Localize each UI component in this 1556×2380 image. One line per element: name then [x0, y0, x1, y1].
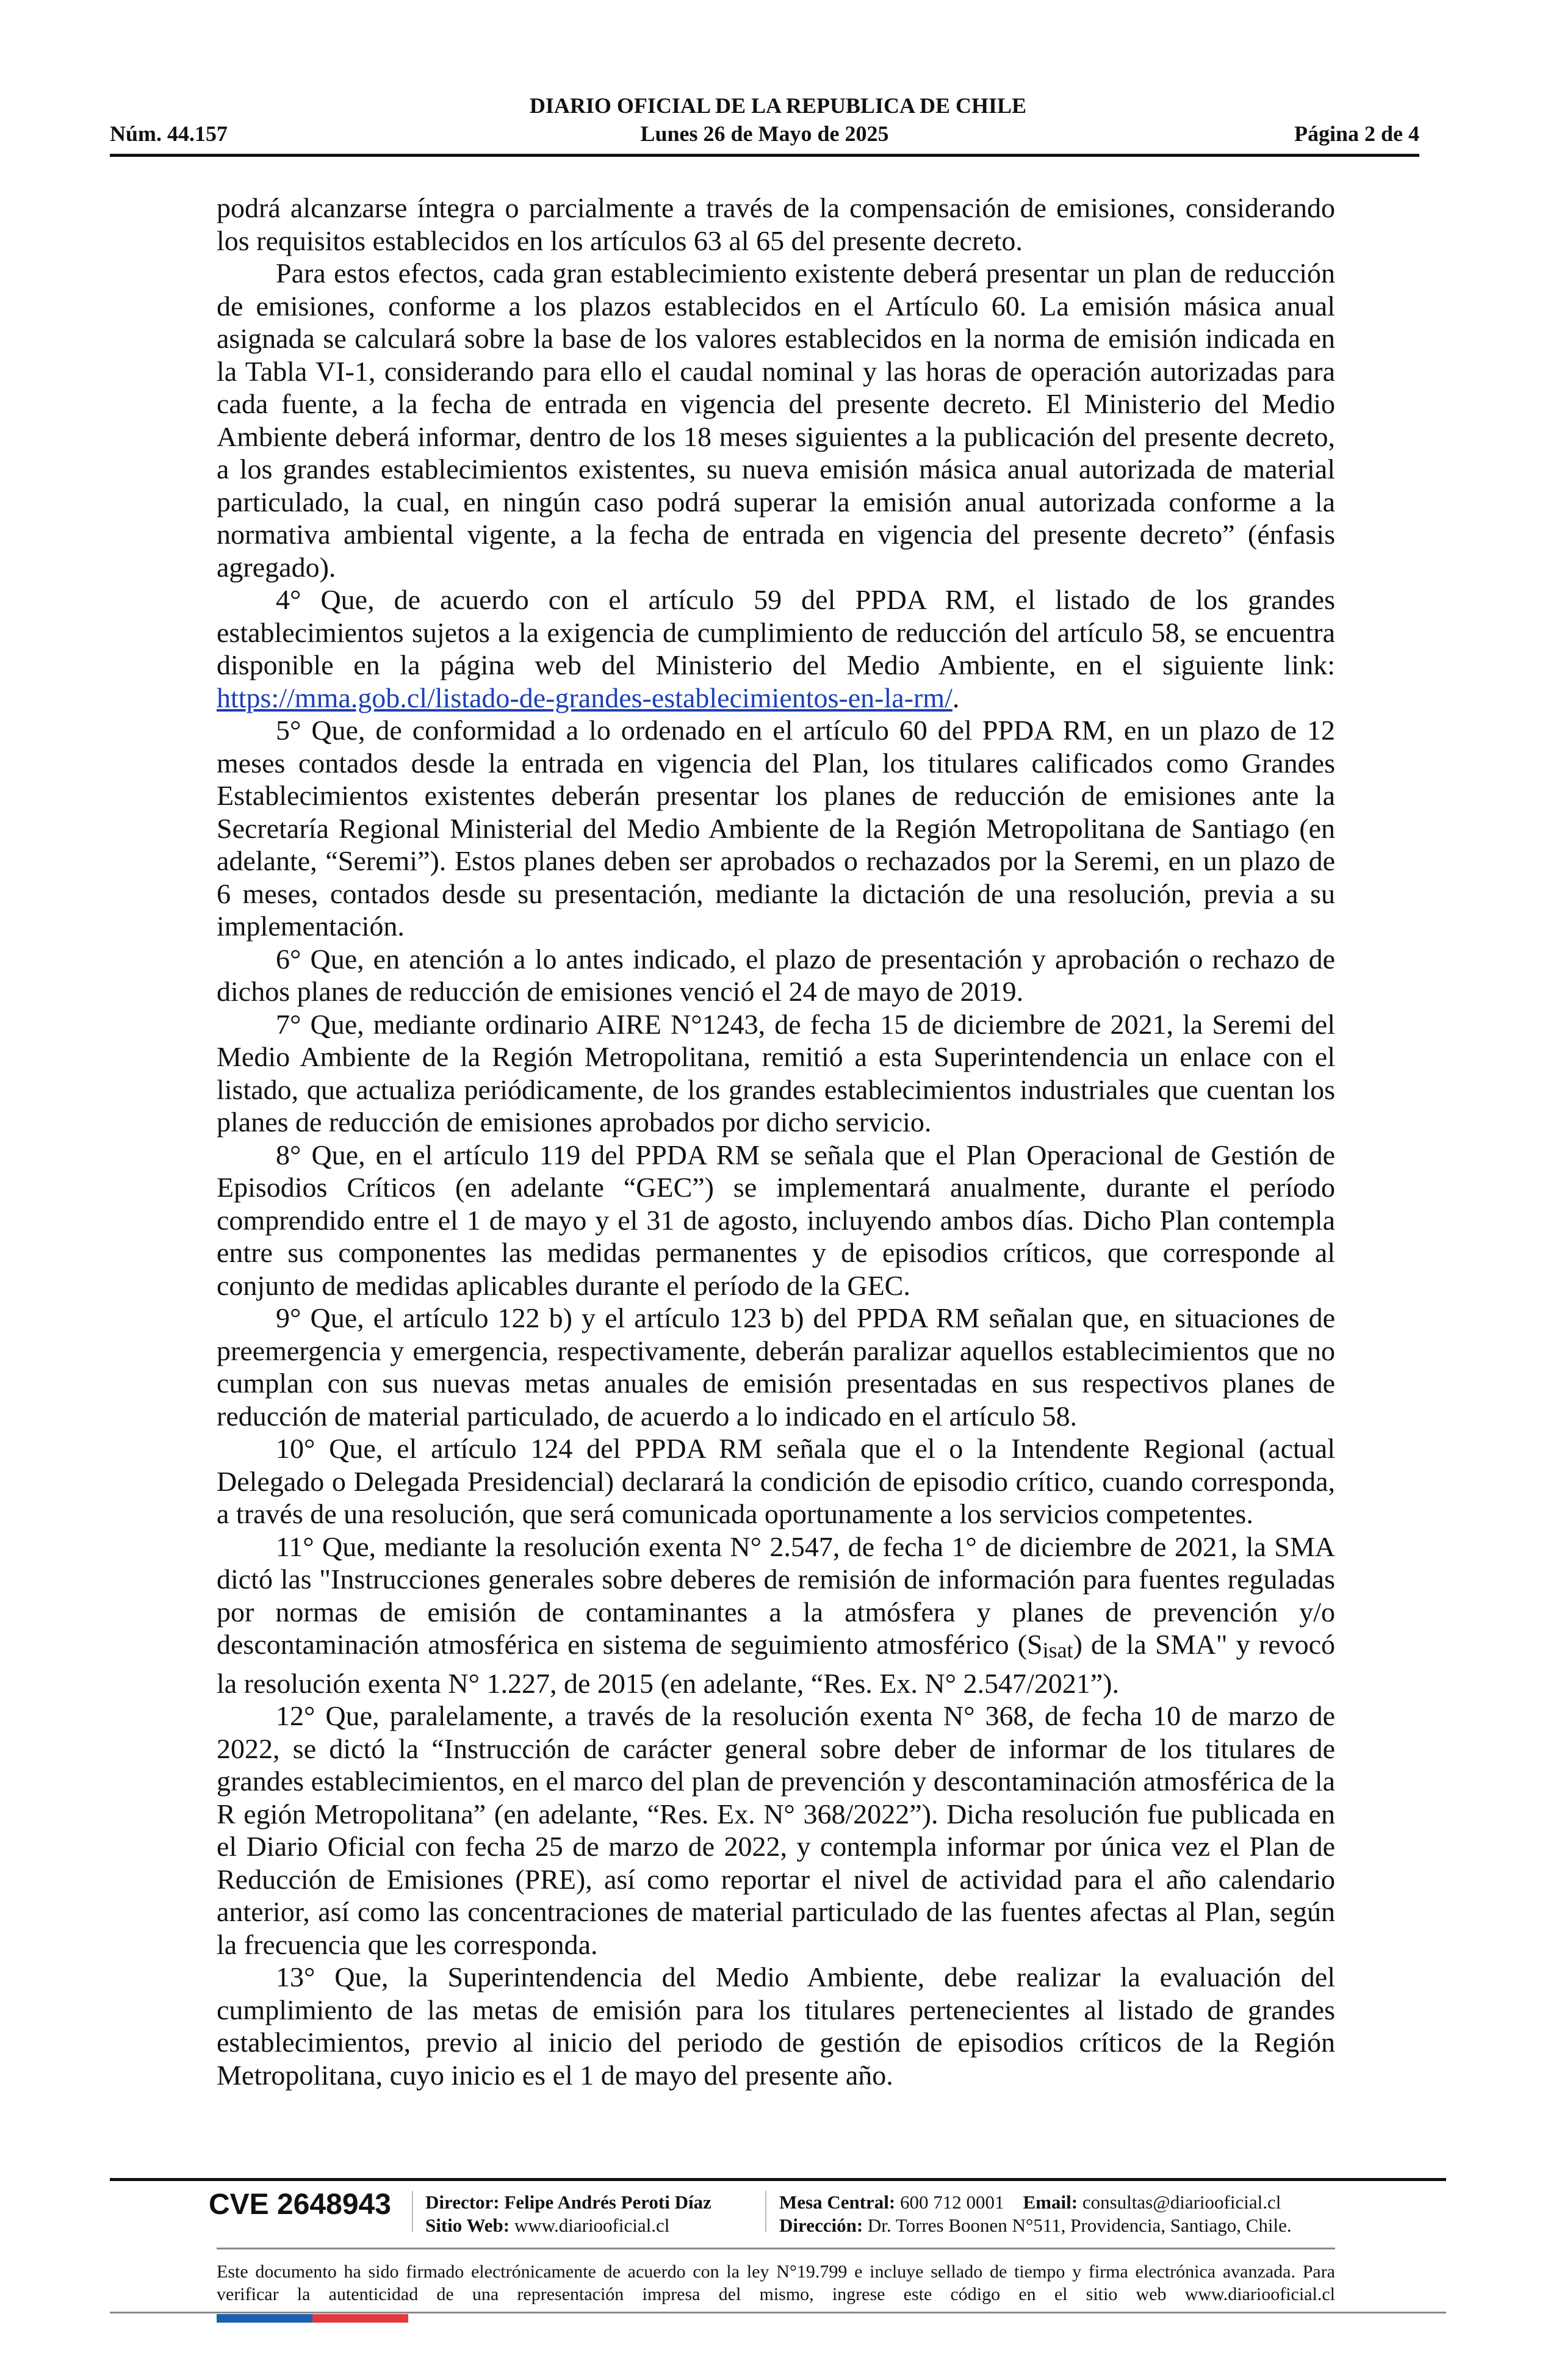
mesa-phone: 600 712 0001 — [900, 2191, 1004, 2213]
paragraph-text: 4° Que, de acuerdo con el artículo 59 del PPDA RM, el listado de los grandes establecimientos sujetos a la exigencia de cumplimiento de reducción del artículo 58, se encuentra disponible en la página web del Ministerio del Medio Ambiente, en el siguiente link: — [217, 584, 1335, 680]
paragraph — [217, 1531, 1335, 1700]
mesa-label: Mesa Central: — [779, 2191, 896, 2213]
flag-red-bar — [312, 2314, 408, 2323]
paragraph: 10° Que, el artículo 124 del PPDA RM señala que el o la Intendente Regional (actual Delegado o Delegada Presidencial) declarará la condición de episodio crítico, cuando corresponda, a través de una resolución, que será comunicada oportunamente a los servicios competentes. — [217, 1433, 1335, 1529]
web-label: Sitio Web: — [425, 2215, 510, 2236]
paragraph-end: . — [952, 682, 960, 713]
email-label: Email: — [1023, 2191, 1078, 2213]
paragraph-text: 11° Que, mediante la resolución exenta N° 2.547, de fecha 1° de diciembre de 2021, la SMA dictó las "Instrucciones generales sobre deberes de remisión de información para fuentes reguladas por normas de emisión de contaminantes a la atmósfera y planes de prevención y/o descontaminación atmosférica en sistema de seguimiento atmosférico (S — [217, 1531, 1335, 1660]
direccion-label: Dirección: — [779, 2215, 863, 2236]
issue-date: Lunes 26 de Mayo de 2025 — [640, 121, 889, 146]
paragraph-text: ) de la SMA" y revocó la resolución exenta N° 1.227, de 2015 (en adelante, “Res. Ex. N° 2.547/2021”). — [217, 1629, 1335, 1699]
mma-link[interactable]: https://mma.gob.cl/listado-de-grandes-establecimientos-en-la-rm/ — [217, 682, 953, 713]
footer-separator — [412, 2191, 413, 2232]
signature-note: Este documento ha sido firmado electrónicamente de acuerdo con la ley N°19.799 e incluye sellado de tiempo y firma electrónica avanzada. Para verificar la autenticidad de una representación impresa del mismo, ingrese este código en el sitio web www.diariooficial.cl — [217, 2262, 1335, 2304]
header-divider — [110, 154, 1419, 157]
paragraph: podrá alcanzarse íntegra o parcialmente a través de la compensación de emisiones, considerando los requisitos establecidos en los artículos 63 al 65 del presente decreto. — [217, 192, 1335, 256]
flag-blue-bar — [217, 2314, 312, 2323]
footer-director-block — [425, 2191, 711, 2237]
footer-inner-divider — [217, 2248, 1335, 2249]
page-indicator: Página 2 de 4 — [1294, 121, 1419, 146]
header-row — [110, 121, 1419, 146]
paragraph: 12° Que, paralelamente, a través de la resolución exenta N° 368, de fecha 10 de marzo de 2022, se dictó la “Instrucción de carácter general sobre deber de informar de los titulares de grandes establecimientos, en el marco del plan de prevención y descontaminación atmosférica de la R egión Metropolitana” (en adelante, “Res. Ex. N° 368/2022”). Dicha resolución fue publicada en el Diario Oficial con fecha 25 de marzo de 2022, y contempla informar por única vez el Plan de Reducción de Emisiones (PRE), así como reportar el nivel de actividad para el año calendario anterior, así como las concentraciones de material particulado de las fuentes afectas al Plan, según la frecuencia que les corresponda. — [217, 1700, 1335, 1960]
footer-separator — [765, 2191, 766, 2232]
paragraph: 5° Que, de conformidad a lo ordenado en el artículo 60 del PPDA RM, en un plazo de 12 meses contados desde la entrada en vigencia del Plan, los titulares calificados como Grandes Establecimientos existentes deberán presentar los planes de reducción de emisiones ante la Secretaría Regional Ministerial del Medio Ambiente de la Región Metropolitana de Santiago (en adelante, “Seremi”). Estos planes deben ser aprobados o rechazados por la Seremi, en un plazo de 6 meses, contados desde su presentación, mediante la dictación de una resolución, previa a su implementación. — [217, 715, 1335, 942]
web-url[interactable]: www.diariooficial.cl — [514, 2215, 670, 2236]
paragraph: Para estos efectos, cada gran establecimiento existente deberá presentar un plan de reducción de emisiones, conforme a los plazos establecidos en el Artículo 60. La emisión másica anual asignada se calculará sobre la base de los valores establecidos en la norma de emisión indicada en la Tabla VI-1, considerando para ello el caudal nominal y las horas de operación autorizadas para cada fuente, a la fecha de entrada en vigencia del presente decreto. El Ministerio del Medio Ambiente deberá informar, dentro de los 18 meses siguientes a la publicación del presente decreto, a los grandes establecimientos existentes, su nueva emisión másica anual autorizada de material particulado, la cual, en ningún caso podrá superar la emisión anual autorizada conforme a la normativa ambiental vigente, a la fecha de entrada en vigencia del presente decreto” (énfasis agregado). — [217, 258, 1335, 583]
paragraph: 9° Que, el artículo 122 b) y el artículo 123 b) del PPDA RM señalan que, en situaciones de preemergencia y emergencia, respectivamente, deberán paralizar aquellos establecimientos que no cumplan con sus nuevas metas anuales de emisión presentadas en sus respectivos planes de reducción de material particulado, de acuerdo a lo indicado en el artículo 58. — [217, 1302, 1335, 1432]
issue-number: Núm. 44.157 — [110, 121, 228, 146]
document-body — [217, 192, 1335, 2091]
paragraph: 7° Que, mediante ordinario AIRE N°1243, de fecha 15 de diciembre de 2021, la Seremi del Medio Ambiente de la Región Metropolitana, remitió a esta Superintendencia un enlace con el listado, que actualiza periódicamente, de los grandes establecimientos industriales que cuentan los planes de reducción de emisiones aprobados por dicho servicio. — [217, 1008, 1335, 1138]
paragraph: 6° Que, en atención a lo antes indicado, el plazo de presentación y aprobación o rechazo de dichos planes de reducción de emisiones venció el 24 de mayo de 2019. — [217, 943, 1335, 1007]
cve-code: CVE 2648943 — [209, 2188, 391, 2221]
paragraph: 13° Que, la Superintendencia del Medio Ambiente, debe realizar la evaluación del cumplimiento de las metas de emisión para los titulares pertenecientes al listado de grandes establecimientos, previo al inicio del periodo de gestión de episodios críticos de la Región Metropolitana, cuyo inicio es el 1 de mayo del presente año. — [217, 1961, 1335, 2091]
footer-bottom-divider — [110, 2312, 1446, 2313]
subscript: isat — [1042, 1638, 1073, 1662]
footer-divider — [110, 2178, 1446, 2181]
director-label: Director: — [425, 2191, 500, 2213]
director-name: Felipe Andrés Peroti Díaz — [504, 2191, 711, 2213]
email-address[interactable]: consultas@diariooficial.cl — [1082, 2191, 1281, 2213]
direccion-value: Dr. Torres Boonen N°511, Providencia, Santiago, Chile. — [867, 2215, 1292, 2236]
paragraph — [217, 583, 1335, 714]
paragraph: 8° Que, en el artículo 119 del PPDA RM se señala que el Plan Operacional de Gestión de Episodios Críticos (en adelante “GEC”) se implementará anualmente, durante el período comprendido entre el 1 de mayo y el 31 de agosto, incluyendo ambos días. Dicho Plan contempla entre sus componentes las medidas permanentes y de episodios críticos, que corresponde al conjunto de medidas aplicables durante el período de la GEC. — [217, 1139, 1335, 1301]
newspaper-title: DIARIO OFICIAL DE LA REPUBLICA DE CHILE — [529, 93, 1027, 118]
footer-contact-block — [779, 2191, 1292, 2237]
